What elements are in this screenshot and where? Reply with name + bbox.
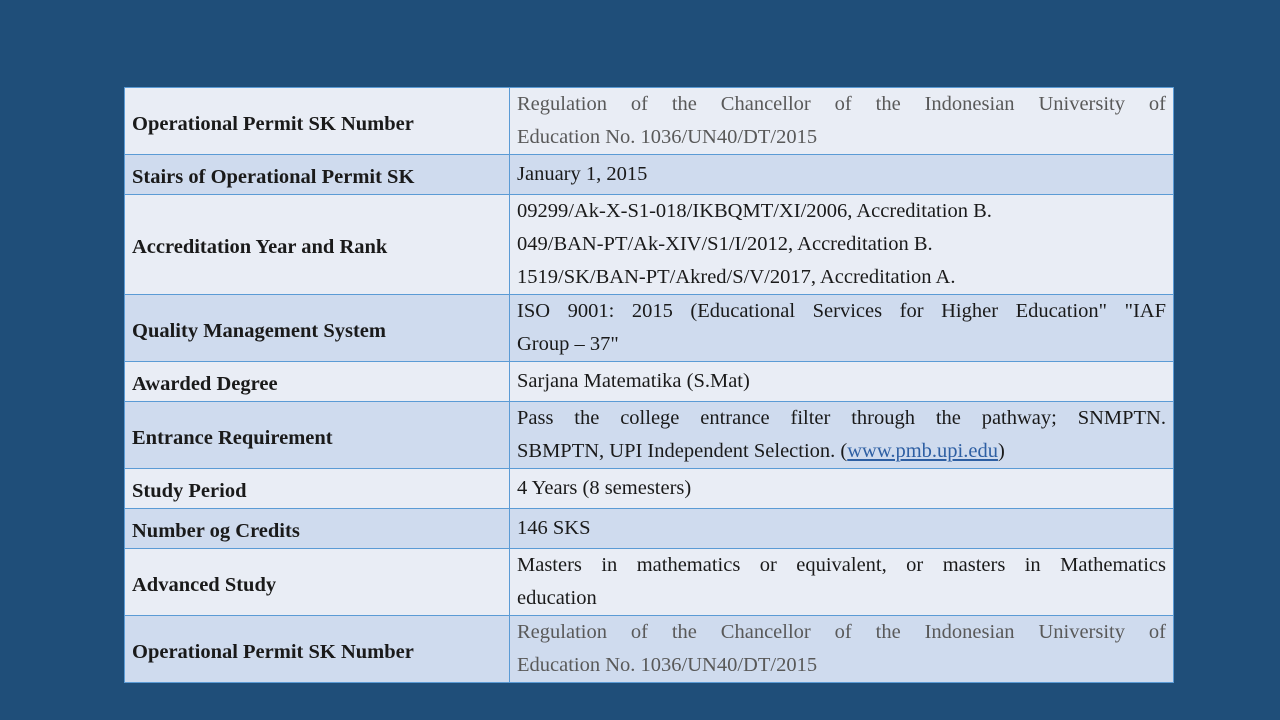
table-row xyxy=(125,155,1174,195)
row-label: Advanced Study xyxy=(125,549,510,616)
value-line: 049/BAN-PT/Ak-XIV/S1/I/2012, Accreditation B. xyxy=(517,233,933,255)
row-value xyxy=(510,88,1174,155)
row-value xyxy=(510,616,1174,683)
row-label: Study Period xyxy=(125,469,510,509)
value-line: Regulation of the Chancellor of the Indonesian University of xyxy=(517,621,1166,643)
value-line: Pass the college entrance filter through the pathway; SNMPTN. xyxy=(517,407,1166,429)
value-line: Sarjana Matematika (S.Mat) xyxy=(517,370,750,392)
row-label: Quality Management System xyxy=(125,295,510,362)
table-row xyxy=(125,195,1174,295)
value-line: January 1, 2015 xyxy=(517,163,648,185)
value-line: education xyxy=(517,587,597,609)
value-line: Regulation of the Chancellor of the Indonesian University of xyxy=(517,93,1166,115)
row-value xyxy=(510,362,1174,402)
table-row xyxy=(125,402,1174,469)
row-label: Operational Permit SK Number xyxy=(125,616,510,683)
row-value xyxy=(510,155,1174,195)
value-text: ) xyxy=(997,440,1005,462)
value-text: SBMPTN, UPI Independent Selection. ( xyxy=(517,440,848,462)
program-info-table xyxy=(124,87,1174,683)
value-line: 4 Years (8 semesters) xyxy=(517,477,692,499)
value-line: 1519/SK/BAN-PT/Akred/S/V/2017, Accreditation A. xyxy=(517,266,956,288)
value-line: ISO 9001: 2015 (Educational Services for Higher Education" "IAF xyxy=(517,300,1166,322)
table-row xyxy=(125,616,1174,683)
row-label: Stairs of Operational Permit SK xyxy=(125,155,510,195)
table-row xyxy=(125,295,1174,362)
row-label: Number og Credits xyxy=(125,509,510,549)
value-line: Education No. 1036/UN40/DT/2015 xyxy=(517,126,818,148)
row-value xyxy=(510,295,1174,362)
value-line: Education No. 1036/UN40/DT/2015 xyxy=(517,654,818,676)
value-line xyxy=(517,435,1166,468)
table-row xyxy=(125,88,1174,155)
value-line: 09299/Ak-X-S1-018/IKBQMT/XI/2006, Accreditation B. xyxy=(517,200,992,222)
row-value xyxy=(510,402,1174,469)
row-label: Accreditation Year and Rank xyxy=(125,195,510,295)
table-row xyxy=(125,509,1174,549)
row-value xyxy=(510,469,1174,509)
row-label: Awarded Degree xyxy=(125,362,510,402)
value-line: Group – 37" xyxy=(517,333,619,355)
table-row xyxy=(125,549,1174,616)
row-label: Entrance Requirement xyxy=(125,402,510,469)
row-label: Operational Permit SK Number xyxy=(125,88,510,155)
table-row xyxy=(125,362,1174,402)
value-line: Masters in mathematics or equivalent, or masters in Mathematics xyxy=(517,554,1166,576)
row-value xyxy=(510,195,1174,295)
row-value xyxy=(510,549,1174,616)
value-line: 146 SKS xyxy=(517,517,591,539)
row-value xyxy=(510,509,1174,549)
table-row xyxy=(125,469,1174,509)
pmb-link[interactable]: www.pmb.upi.edu xyxy=(847,440,998,462)
